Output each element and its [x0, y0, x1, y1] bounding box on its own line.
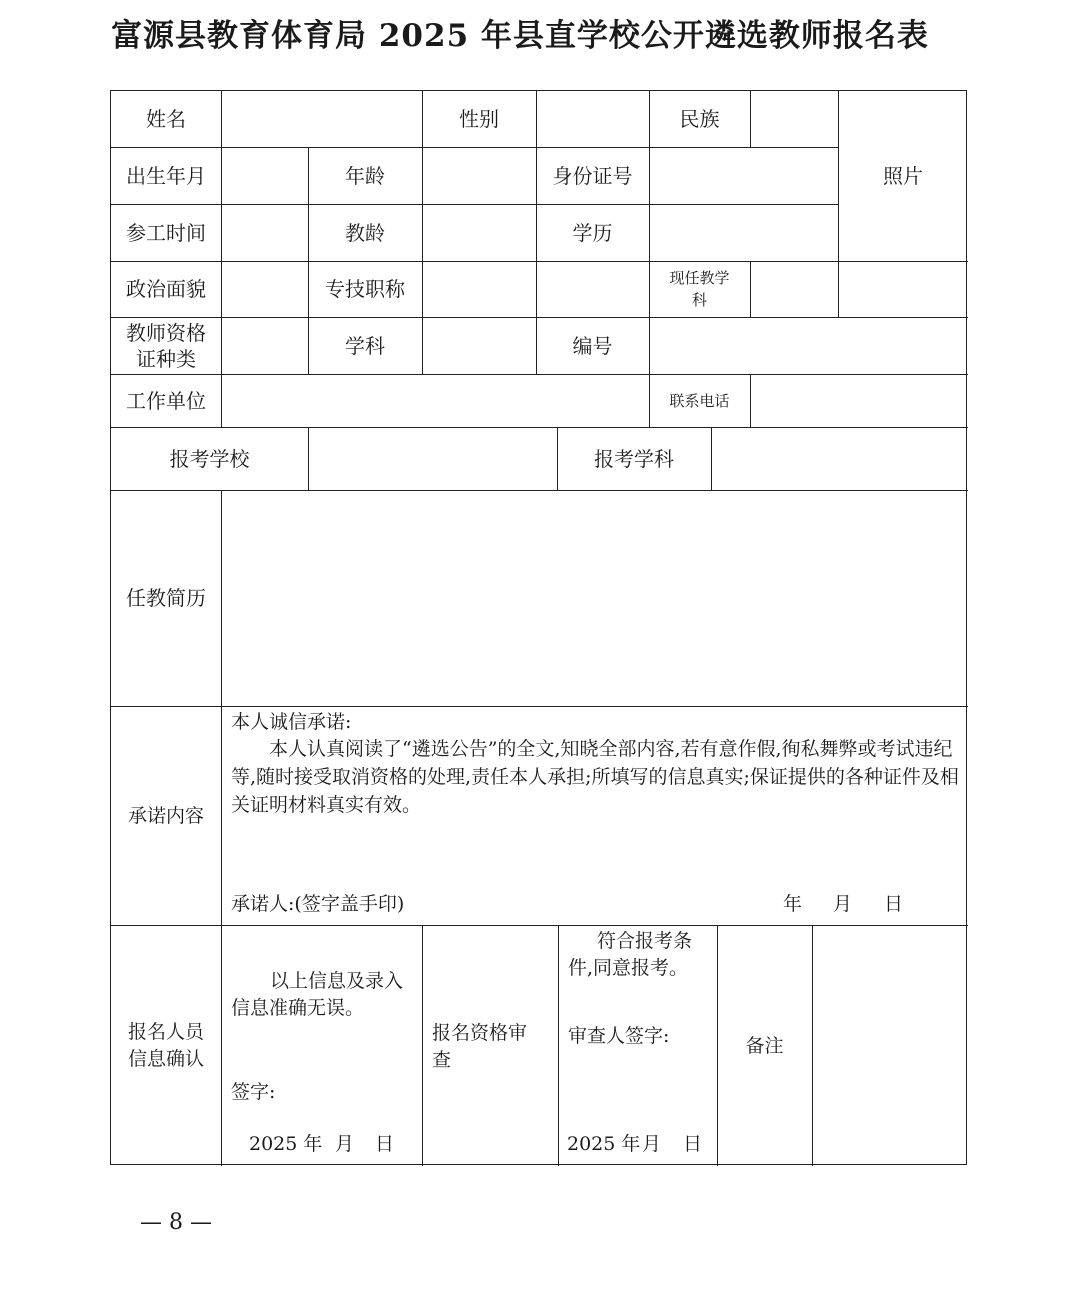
promise-label: 承诺内容 — [127, 804, 204, 827]
age-field[interactable] — [422, 147, 536, 204]
birth-field[interactable] — [221, 147, 308, 204]
id-number-label: 身份证号 — [552, 163, 633, 188]
review-year: 2025 年 — [567, 1133, 641, 1155]
registration-form-table — [110, 90, 967, 1165]
workplace-label: 工作单位 — [126, 388, 206, 413]
review-line1: 符合报考条 — [597, 930, 693, 952]
gender-field[interactable] — [536, 91, 649, 147]
name-label: 姓名 — [146, 107, 186, 131]
remarks-field[interactable] — [812, 925, 968, 1166]
confirm-label-line2: 信息确认 — [127, 1047, 204, 1070]
workplace-field[interactable] — [221, 374, 649, 427]
remarks-label: 备注 — [745, 1034, 784, 1057]
ethnicity-label: 民族 — [679, 107, 720, 131]
political-field[interactable] — [221, 261, 308, 317]
promise-year: 年 — [783, 893, 803, 915]
promise-signer: 承诺人:(签字盖手印) — [231, 893, 405, 915]
promise-day: 日 — [884, 893, 904, 915]
phone-field[interactable] — [750, 374, 968, 427]
review-day: 日 — [683, 1133, 703, 1155]
confirm-label-line1: 报名人员 — [127, 1020, 204, 1043]
confirm-day: 日 — [375, 1133, 395, 1155]
apply-school-field[interactable] — [308, 427, 557, 490]
review-label-line2: 查 — [432, 1049, 452, 1071]
work-start-field[interactable] — [221, 204, 308, 261]
cert-number-label: 编号 — [572, 333, 613, 358]
page-number: — 8 — — [140, 1210, 212, 1235]
current-subject-label-line1: 现任教学 — [669, 269, 730, 287]
photo-box[interactable]: 照片 — [883, 164, 923, 188]
review-line2: 件,同意报考。 — [568, 957, 689, 979]
political-label: 政治面貌 — [126, 277, 206, 301]
confirm-year: 2025 年 — [249, 1133, 323, 1155]
teaching-years-label: 教龄 — [345, 220, 385, 245]
cert-subject-label: 学科 — [345, 333, 385, 358]
cert-type-label-line1: 教师资格 — [126, 320, 206, 345]
teaching-years-field[interactable] — [422, 204, 536, 261]
cert-type-label — [111, 317, 221, 374]
cert-type-label-line2: 证种类 — [136, 346, 196, 371]
apply-subject-field[interactable] — [711, 427, 968, 490]
current-subject-label-line2: 科 — [691, 291, 707, 309]
apply-subject-label: 报考学科 — [594, 446, 674, 471]
title-rank-field[interactable] — [422, 261, 649, 317]
review-sign: 审查人签字: — [568, 1025, 670, 1047]
confirm-sign: 签字: — [231, 1081, 276, 1103]
current-subject-label — [649, 261, 750, 317]
resume-label: 任教简历 — [126, 586, 206, 610]
promise-body: 本人认真阅读了“遴选公告”的全文,知晓全部内容,若有意作假,徇私舞弊或考试违纪等,随时接受取消资格的处理,责任本人承担;所填写的信息真实;保证提供的各种证件及相关证明材料真实有效。 — [231, 738, 959, 816]
education-label: 学历 — [572, 220, 613, 245]
id-number-field[interactable] — [649, 147, 838, 204]
title-rank-label: 专技职称 — [325, 277, 405, 301]
cert-number-field[interactable] — [649, 317, 968, 374]
apply-school-label: 报考学校 — [169, 446, 250, 471]
confirm-line2: 信息准确无误。 — [231, 997, 365, 1019]
confirm-month: 月 — [335, 1133, 355, 1155]
age-label: 年龄 — [345, 163, 385, 188]
review-label-line1: 报名资格审 — [432, 1022, 528, 1044]
birth-label: 出生年月 — [126, 163, 206, 188]
gender-label: 性别 — [459, 107, 499, 131]
review-month: 月 — [642, 1133, 662, 1155]
form-title: 富源县教育体育局 2025 年县直学校公开遴选教师报名表 — [111, 18, 929, 54]
promise-heading: 本人诚信承诺: — [231, 711, 352, 733]
name-field[interactable] — [221, 91, 422, 147]
promise-month: 月 — [833, 893, 853, 915]
resume-field[interactable] — [221, 490, 968, 706]
confirm-label — [111, 925, 221, 1166]
education-field[interactable] — [649, 204, 838, 261]
current-subject-field[interactable] — [750, 261, 838, 317]
confirm-line1: 以上信息及录入 — [270, 970, 404, 992]
cert-subject-field[interactable] — [422, 317, 536, 374]
phone-label: 联系电话 — [669, 391, 730, 410]
work-start-label: 参工时间 — [126, 220, 206, 245]
cert-type-field[interactable] — [221, 317, 308, 374]
ethnicity-field[interactable] — [750, 91, 838, 147]
